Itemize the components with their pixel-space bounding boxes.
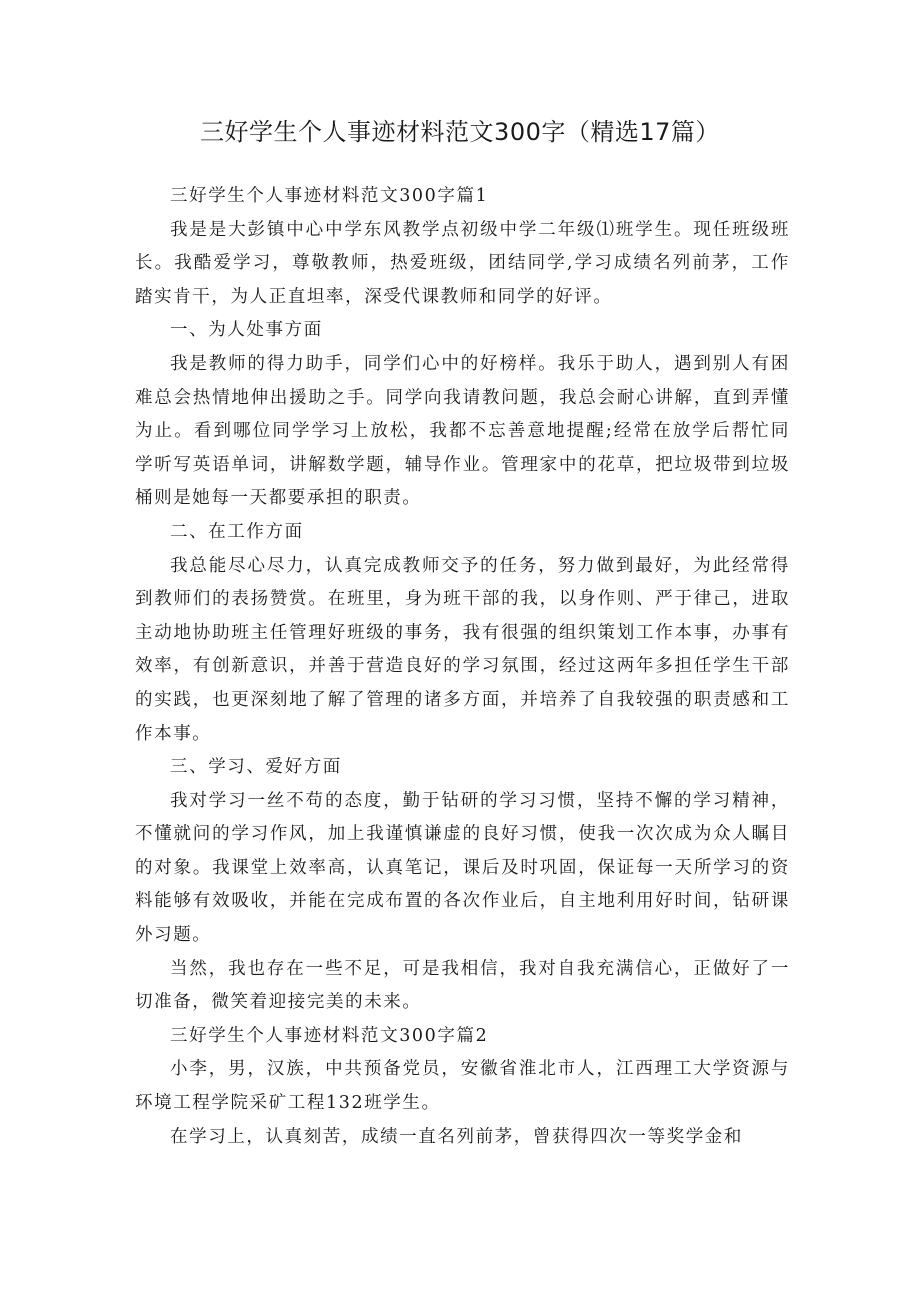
section-heading-conduct: 一、为人处事方面: [170, 320, 323, 341]
paragraph-profile: 小李，男，汉族，中共预备党员，安徽省淮北市人，江西理工大学资源与环境工程学院采矿工程132班学生。: [135, 1059, 790, 1114]
paragraph-conduct: 我是教师的得力助手，同学们心中的好榜样。我乐于助人，遇到别人有困难总会热情地伸出援助之手。同学向我请教问题，我总会耐心讲解，直到弄懂为止。看到哪位同学学习上放松，我都不忘善意地提醒;经常在放学后帮忙同学听写英语单词，讲解数学题，辅导作业。管理家中的花草，把垃圾带到垃圾桶则是她每一天都要承担的职责。: [135, 353, 790, 509]
paragraph-study-2: 在学习上，认真刻苦，成绩一直名列前茅，曾获得四次一等奖学金和: [170, 1126, 743, 1147]
section-heading-part-1: 三好学生个人事迹材料范文300字篇1: [170, 186, 489, 206]
paragraph-intro: 我是是大彭镇中心中学东风教学点初级中学二年级⑴班学生。现任班级班长。我酷爱学习，尊敬教师，热爱班级，团结同学,学习成绩名列前茅，工作踏实肯干，为人正直坦率，深受代课教师和同学的好评。: [135, 219, 790, 307]
section-heading-work: 二、在工作方面: [170, 521, 304, 542]
paragraph-study: 我对学习一丝不苟的态度，勤于钻研的学习习惯，坚持不懈的学习精神，不懂就问的学习作风，加上我谨慎谦虚的良好习惯，使我一次次成为众人瞩目的对象。我课堂上效率高，认真笔记，课后及时巩固，保证每一天所学习的资料能够有效吸收，并能在完成布置的各次作业后，自主地利用好时间，钻研课外习题。: [135, 790, 790, 946]
paragraph-conclusion: 当然，我也存在一些不足，可是我相信，我对自我充满信心，正做好了一切准备，微笑着迎接完美的未来。: [135, 958, 790, 1013]
section-heading-study: 三、学习、爱好方面: [170, 757, 342, 778]
section-heading-part-2: 三好学生个人事迹材料范文300字篇2: [170, 1025, 489, 1046]
document-title: 三好学生个人事迹材料范文300字（精选17篇）: [200, 118, 720, 146]
paragraph-work: 我总能尽心尽力，认真完成教师交予的任务，努力做到最好，为此经常得到教师们的表扬赞赏。在班里，身为班干部的我，以身作则、严于律己，进取主动地协助班主任管理好班级的事务，我有很强的组织策划工作本事，办事有效率，有创新意识，并善于营造良好的学习氛围，经过这两年多担任学生干部的实践，也更深刻地了解了管理的诸多方面，并培养了自我较强的职责感和工作本事。: [135, 555, 790, 744]
document-body: [135, 180, 790, 1154]
